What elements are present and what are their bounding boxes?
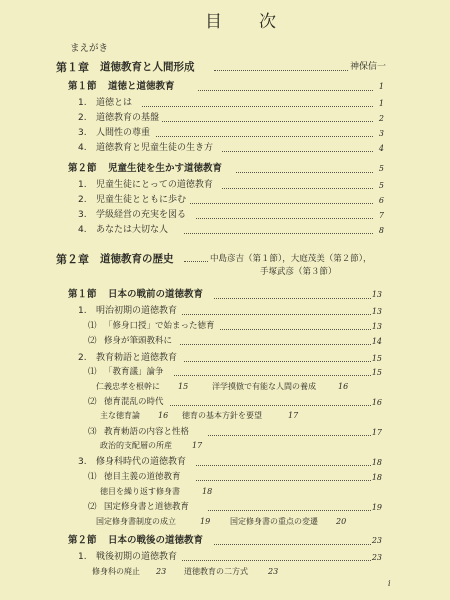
- subitem-page: 13: [371, 322, 382, 331]
- subitem-title: 国定修身書と道徳教育: [104, 502, 190, 512]
- item-title: 児童生徒とともに歩む: [96, 195, 187, 205]
- item-number: 3.: [78, 210, 87, 220]
- minor-entry-page: 16: [158, 411, 169, 420]
- minor-entry-title[interactable]: 政治的支配層の所産: [100, 441, 172, 450]
- preface-entry[interactable]: まえがき: [70, 43, 109, 54]
- subitem-number: ⑵: [88, 502, 97, 512]
- chapter-2-authors-line1: 中島彦吉（第１節），大庭茂美（第２節），: [210, 254, 372, 264]
- section-1-1-leader: [198, 90, 373, 91]
- subitem-page: 16: [371, 398, 382, 407]
- item-number: 4.: [78, 225, 87, 235]
- section-1-2-leader: [236, 172, 373, 173]
- section-1-2-title: 児童生徒を生かす道徳教育: [108, 163, 223, 174]
- section-2-2-number: 第２節: [68, 535, 97, 546]
- item-title: 児童生徒にとっての道徳教育: [96, 180, 213, 190]
- subitem-leader: [208, 435, 371, 436]
- item-title: 道徳教育の基盤: [96, 113, 160, 123]
- minor-entry-page: 16: [338, 382, 349, 391]
- subitem-page: 14: [371, 337, 382, 346]
- section-2-2-title: 日本の戦後の道徳教育: [108, 535, 204, 546]
- minor-entry-page: 19: [200, 517, 211, 526]
- item-title: 修身科時代の道徳教育: [96, 457, 187, 467]
- item-leader: [190, 203, 373, 204]
- item-number: 2.: [78, 195, 87, 205]
- chapter-1-author: 神保信一: [350, 62, 387, 72]
- subitem-leader: [196, 480, 371, 481]
- item-number: 3.: [78, 457, 87, 467]
- item-title: 道徳教育と児童生徒の生き方: [96, 143, 214, 153]
- item-page: 23: [371, 553, 382, 562]
- item-leader: [184, 233, 373, 234]
- item-number: 3.: [78, 128, 87, 138]
- minor-entry-title[interactable]: 修身科の廃止: [92, 567, 140, 576]
- page-title: 目 次: [205, 12, 286, 32]
- section-2-1-page: 13: [371, 290, 382, 299]
- subitem-number: ⑴: [88, 472, 97, 482]
- subitem-page: 18: [371, 473, 382, 482]
- section-1-1-title: 道徳と道徳教育: [108, 81, 175, 92]
- subitem-page: 17: [371, 428, 382, 437]
- item-title: 明治初期の道徳教育: [96, 306, 178, 316]
- section-2-1-title: 日本の戦前の道徳教育: [108, 289, 204, 300]
- item-title: 人間性の尊重: [96, 128, 151, 138]
- minor-entry-title[interactable]: 国定修身書の重点の変遷: [230, 517, 318, 526]
- minor-entry-title[interactable]: 徳育の基本方針を要望: [182, 411, 262, 420]
- section-1-1-number: 第１節: [68, 81, 97, 92]
- chapter-2-leader: [184, 261, 208, 262]
- section-2-1-leader: [214, 298, 371, 299]
- minor-entry-title[interactable]: 道徳教育の二方式: [184, 567, 248, 576]
- item-page: 1: [378, 99, 384, 108]
- item-page: 8: [378, 226, 384, 235]
- chapter-1-number: 第１章: [56, 61, 89, 74]
- item-number: 2.: [78, 113, 87, 123]
- subitem-number: ⑵: [88, 397, 97, 407]
- subitem-leader: [220, 329, 371, 330]
- minor-entry-page: 20: [336, 517, 347, 526]
- item-leader: [222, 188, 373, 189]
- section-1-1-page: 1: [378, 82, 384, 91]
- item-leader: [142, 106, 373, 107]
- minor-entry-title[interactable]: 国定修身書制度の成立: [96, 517, 176, 526]
- subitem-title: 「修身口授」で始まった徳育: [104, 321, 215, 331]
- item-leader: [196, 218, 373, 219]
- minor-entry-page: 17: [288, 411, 299, 420]
- item-leader: [182, 314, 371, 315]
- section-1-2-page: 5: [378, 164, 384, 173]
- item-page: 3: [378, 129, 384, 138]
- subitem-title: 「教育議」論争: [104, 367, 164, 377]
- section-1-2-number: 第２節: [68, 163, 97, 174]
- item-number: 4.: [78, 143, 87, 153]
- item-number: 1.: [78, 98, 87, 108]
- item-page: 5: [378, 181, 384, 190]
- item-number: 2.: [78, 353, 87, 363]
- item-title: 教育勅語と道徳教育: [96, 353, 178, 363]
- subitem-number: ⑴: [88, 367, 97, 377]
- subitem-number: ⑶: [88, 427, 97, 437]
- subitem-page: 15: [371, 368, 382, 377]
- item-leader: [162, 121, 373, 122]
- minor-entry-page: 23: [268, 567, 279, 576]
- item-leader: [184, 361, 371, 362]
- item-number: 1.: [78, 306, 87, 316]
- item-title: 学級経営の充実を図る: [96, 210, 187, 220]
- subitem-number: ⑵: [88, 336, 97, 346]
- item-number: 1.: [78, 552, 87, 562]
- item-leader: [182, 560, 371, 561]
- subitem-title: 修身が筆頭教科に: [104, 336, 173, 346]
- chapter-2-title: 道徳教育の歴史: [100, 253, 174, 265]
- minor-entry-title[interactable]: 徳目を繰り返す修身書: [100, 487, 180, 496]
- minor-entry-page: 15: [178, 382, 189, 391]
- item-number: 1.: [78, 180, 87, 190]
- chapter-2-authors-line2: 手塚武彦（第３節）: [260, 267, 337, 277]
- minor-entry-page: 18: [202, 487, 213, 496]
- subitem-leader: [174, 375, 371, 376]
- section-2-2-page: 23: [371, 536, 382, 545]
- chapter-1-title: 道徳教育と人間形成: [100, 61, 195, 73]
- item-title: 道徳とは: [96, 98, 133, 108]
- minor-entry-title[interactable]: 洋学摸倣で有能な人間の養成: [212, 382, 316, 391]
- item-leader: [222, 151, 373, 152]
- page-folio: i: [388, 579, 391, 588]
- item-page: 2: [378, 114, 384, 123]
- minor-entry-title[interactable]: 主な徳育論: [100, 411, 140, 420]
- subitem-number: ⑴: [88, 321, 97, 331]
- subitem-title: 教育勅語の内容と性格: [104, 427, 190, 437]
- minor-entry-page: 17: [192, 441, 203, 450]
- item-leader: [196, 465, 371, 466]
- item-page: 7: [378, 211, 384, 220]
- item-page: 15: [371, 354, 382, 363]
- chapter-2-number: 第２章: [56, 253, 89, 266]
- section-2-2-leader: [214, 544, 371, 545]
- section-2-1-number: 第１節: [68, 289, 97, 300]
- subitem-leader: [208, 510, 371, 511]
- item-title: 戦後初期の道徳教育: [96, 552, 178, 562]
- minor-entry-title[interactable]: 仁義忠孝を根幹に: [96, 382, 160, 391]
- item-page: 18: [371, 458, 382, 467]
- subitem-title: 徳育混乱の時代: [104, 397, 164, 407]
- subitem-title: 徳目主義の道徳教育: [104, 472, 181, 482]
- subitem-leader: [170, 405, 371, 406]
- item-title: あなたは大切な人: [96, 225, 169, 235]
- subitem-page: 19: [371, 503, 382, 512]
- item-page: 13: [371, 307, 382, 316]
- item-page: 6: [378, 196, 384, 205]
- minor-entry-page: 23: [156, 567, 167, 576]
- item-leader: [156, 136, 373, 137]
- item-page: 4: [378, 144, 384, 153]
- subitem-leader: [180, 344, 371, 345]
- chapter-1-leader: [214, 70, 348, 71]
